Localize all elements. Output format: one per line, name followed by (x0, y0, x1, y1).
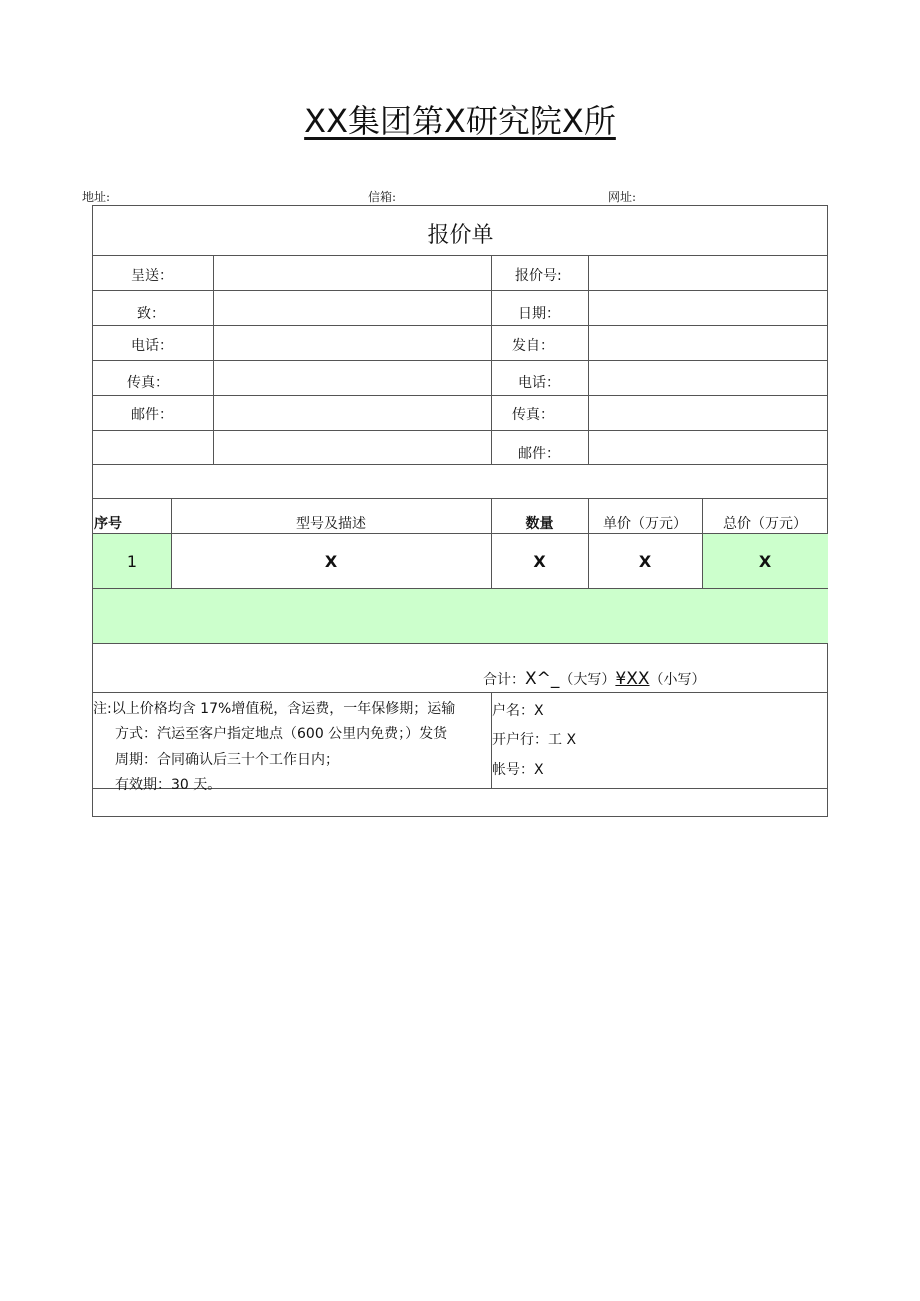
phone-field[interactable] (215, 327, 489, 358)
row-no: 1 (126, 552, 138, 571)
note-line-1: 注:以上价格均含 17%增值税，含运费，一年保修期；运输 (93, 701, 456, 717)
form-title: 报价单 (427, 223, 494, 248)
bank-account-name: 户名：X (492, 703, 544, 719)
sender-email-field[interactable] (590, 432, 826, 463)
header-no: 序号 (94, 516, 122, 532)
row-quantity: X (533, 552, 546, 571)
field-label-email: 邮件： (131, 407, 173, 423)
bank-account-number: 帐号：X (492, 762, 544, 778)
header-description: 型号及描述 (296, 516, 366, 532)
field-label-date: 日期： (518, 306, 560, 322)
total-upper-note: （大写） (559, 672, 616, 688)
field-label-sender-phone: 电话： (518, 375, 560, 391)
from-field[interactable] (590, 327, 826, 358)
address-label: 地址: (82, 190, 111, 204)
website-label: 网址: (608, 190, 637, 204)
field-label-fax: 传真： (127, 375, 169, 391)
header-quantity: 数量 (525, 516, 554, 532)
to-field[interactable] (215, 292, 489, 323)
fax-field[interactable] (215, 362, 489, 393)
total-upper-value: X^_ (525, 669, 560, 689)
bank-name: 开户行：工 X (492, 732, 577, 748)
quote-number-field[interactable] (590, 257, 826, 288)
email-field[interactable] (215, 397, 489, 428)
note-line-2: 方式：汽运至客户指定地点（600 公里内免费；）发货 (115, 726, 448, 742)
recipient-field[interactable] (215, 257, 489, 288)
date-field[interactable] (590, 292, 826, 323)
field-label-phone: 电话： (131, 338, 173, 354)
quotation-form (92, 205, 828, 817)
total-lower-note: （小写） (649, 672, 706, 688)
grand-total (483, 669, 706, 689)
header-total-price: 总价（万元） (723, 516, 807, 532)
total-lower-value: ¥XX (615, 669, 650, 689)
note-line-4: 有效期：30 天。 (115, 777, 222, 793)
row-description: X (324, 552, 338, 571)
field-label-from: 发自： (512, 338, 554, 354)
field-label-to: 致： (137, 306, 165, 322)
field-label-recipient: 呈送： (131, 268, 173, 284)
header-unit-price: 单价（万元） (603, 516, 687, 532)
note-line-3: 周期：合同确认后三十个工作日内； (115, 752, 339, 768)
document-title: XX集团第X研究院X所 (304, 102, 616, 140)
row-total: X (758, 552, 772, 571)
sender-phone-field[interactable] (590, 362, 826, 393)
total-label: 合计： (483, 672, 525, 688)
field-label-quote-number: 报价号: (515, 268, 562, 284)
sender-fax-field[interactable] (590, 397, 826, 428)
mailbox-label: 信箱: (368, 190, 397, 204)
field-label-sender-fax: 传真： (512, 407, 554, 423)
field-label-sender-email: 邮件： (518, 446, 560, 462)
row-unit-price: X (638, 552, 652, 571)
empty-row-highlight (93, 588, 828, 643)
